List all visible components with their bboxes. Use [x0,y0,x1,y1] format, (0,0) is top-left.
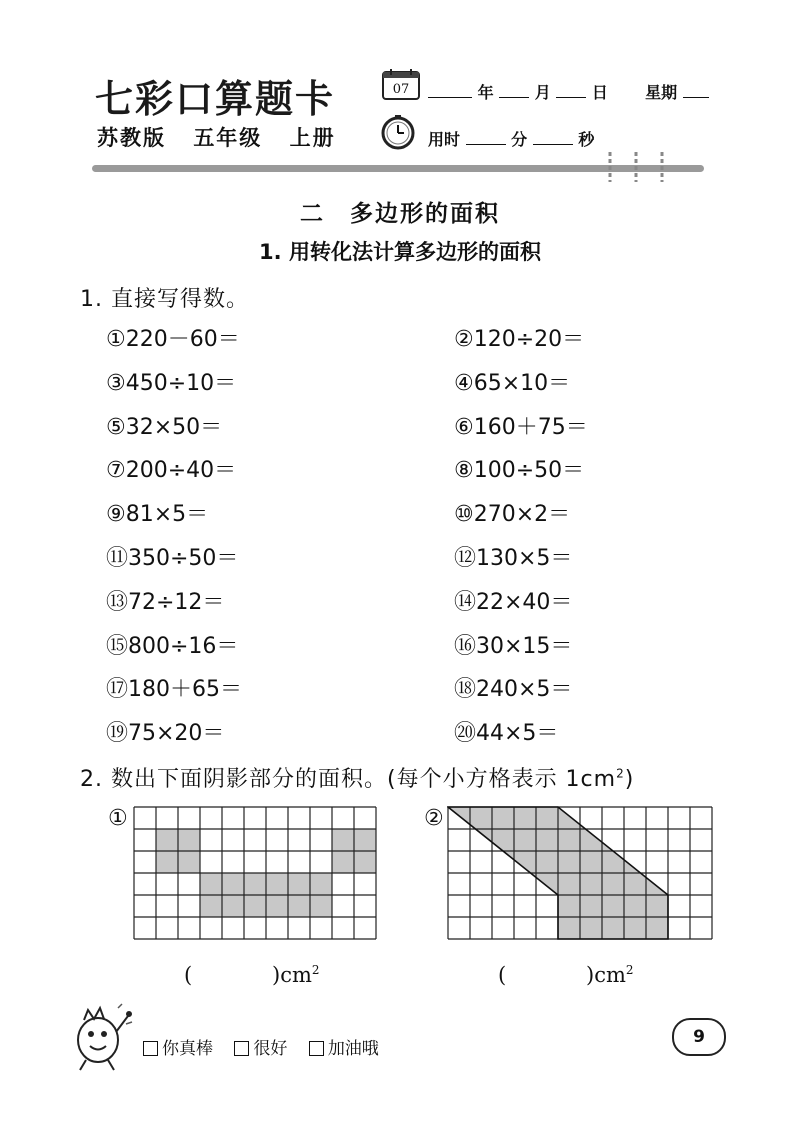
problem-12: ⑫130×5＝ [454,546,573,571]
time-fill-line [428,127,594,150]
shaded-cell [266,895,288,917]
grid-figure-1 [133,806,377,958]
shaded-cell [288,895,310,917]
section-title: 二 多边形的面积 [300,201,500,227]
problem-6: ⑥160＋75＝ [454,414,588,440]
shaded-cell [288,873,310,895]
question-1-title: 1. 直接写得数。 [80,287,249,312]
binder-ring-icon [660,152,664,182]
time-used-label: 用时 [428,130,461,149]
self-evaluation [143,1034,395,1059]
edition-info [97,122,354,152]
question-2-unit-sup: 2 [616,766,625,781]
problem-1: ①220－60＝ [106,327,240,352]
minutes-label: 分 [511,130,528,149]
problem-2: ②120÷20＝ [454,327,585,352]
header-divider [92,165,704,172]
problem-5: ⑤32×50＝ [106,414,223,440]
answer-2-open: ( [498,963,507,987]
checkbox-icon[interactable] [143,1041,158,1056]
question-2-close: ) [624,767,635,792]
problem-8: ⑧100÷50＝ [454,458,585,484]
calendar-day: 07 [392,82,410,97]
answer-2-close: )cm [586,963,626,987]
option-great[interactable] [143,1039,213,1059]
option-keep-going[interactable] [309,1039,379,1059]
problem-14: ⑭22×40＝ [454,589,573,615]
problem-18: ⑱240×5＝ [454,677,573,703]
clock-icon [380,114,416,150]
seconds-blank[interactable] [533,130,573,145]
problem-19: ⑲75×20＝ [106,721,225,747]
date-fill-line [428,80,709,103]
brand-title: 七彩口算题卡 [95,76,336,121]
shaded-cell [310,873,332,895]
shaded-cell [244,873,266,895]
shaded-cell [222,895,244,917]
weekday-label: 星期 [645,83,678,102]
shaded-cell [266,873,288,895]
shaded-cell [354,829,376,851]
shaded-cell [222,873,244,895]
edition-publisher: 苏教版 [97,126,166,150]
month-blank[interactable] [499,83,529,98]
option-good[interactable] [234,1039,287,1059]
weekday-blank[interactable] [683,83,709,98]
lesson-title: 1. 用转化法计算多边形的面积 [259,240,541,264]
problem-3: ③450÷10＝ [106,370,237,396]
page-number: 9 [672,1018,726,1056]
answer-1-close: )cm [272,963,312,987]
shaded-cell [156,829,178,851]
problem-11: ⑪350÷50＝ [106,546,239,571]
answer-2-sup: 2 [625,963,634,977]
figure-1-label: ① [108,806,128,831]
grid-figure-2 [447,806,713,958]
problem-4: ④65×10＝ [454,370,571,396]
answer-1-open: ( [184,963,193,987]
option-good-label: 很好 [253,1039,288,1059]
shaded-cell [354,851,376,873]
calendar-icon [382,68,420,100]
answer-1-sup: 2 [311,963,320,977]
seconds-label: 秒 [578,130,595,149]
shaded-cell [244,895,266,917]
figure-2-label: ② [424,806,444,831]
option-great-label: 你真棒 [162,1039,213,1059]
edition-grade: 五年级 [193,126,263,150]
mascot-icon [70,1002,136,1072]
year-blank[interactable] [428,83,472,98]
problem-17: ⑰180＋65＝ [106,677,242,703]
problem-10: ⑩270×2＝ [454,502,571,528]
shaded-cell [332,851,354,873]
checkbox-icon[interactable] [309,1041,324,1056]
year-label: 年 [477,83,494,102]
shaded-cell [332,829,354,851]
answer-2 [498,963,634,987]
minutes-blank[interactable] [466,130,506,145]
binder-ring-icon [608,152,612,182]
question-2-title [80,762,634,793]
shaded-cell [310,895,332,917]
answer-1 [184,963,320,987]
shaded-cell [178,829,200,851]
problem-20: ⑳44×5＝ [454,721,559,747]
problem-9: ⑨81×5＝ [106,502,209,528]
option-keep-going-label: 加油哦 [327,1039,379,1059]
month-label: 月 [534,83,551,102]
binder-ring-icon [634,152,638,182]
checkbox-icon[interactable] [234,1041,249,1056]
day-blank[interactable] [556,83,586,98]
problem-7: ⑦200÷40＝ [106,458,237,484]
shaded-cell [200,873,222,895]
problem-15: ⑮800÷16＝ [106,633,239,659]
problem-13: ⑬72÷12＝ [106,589,225,615]
edition-volume: 上册 [289,126,336,150]
problem-16: ⑯30×15＝ [454,633,573,659]
shaded-cell [178,851,200,873]
shaded-cell [156,851,178,873]
shaded-cell [200,895,222,917]
day-label: 日 [591,83,608,102]
question-2-text: 2. 数出下面阴影部分的面积。(每个小方格表示 1cm [80,767,617,792]
